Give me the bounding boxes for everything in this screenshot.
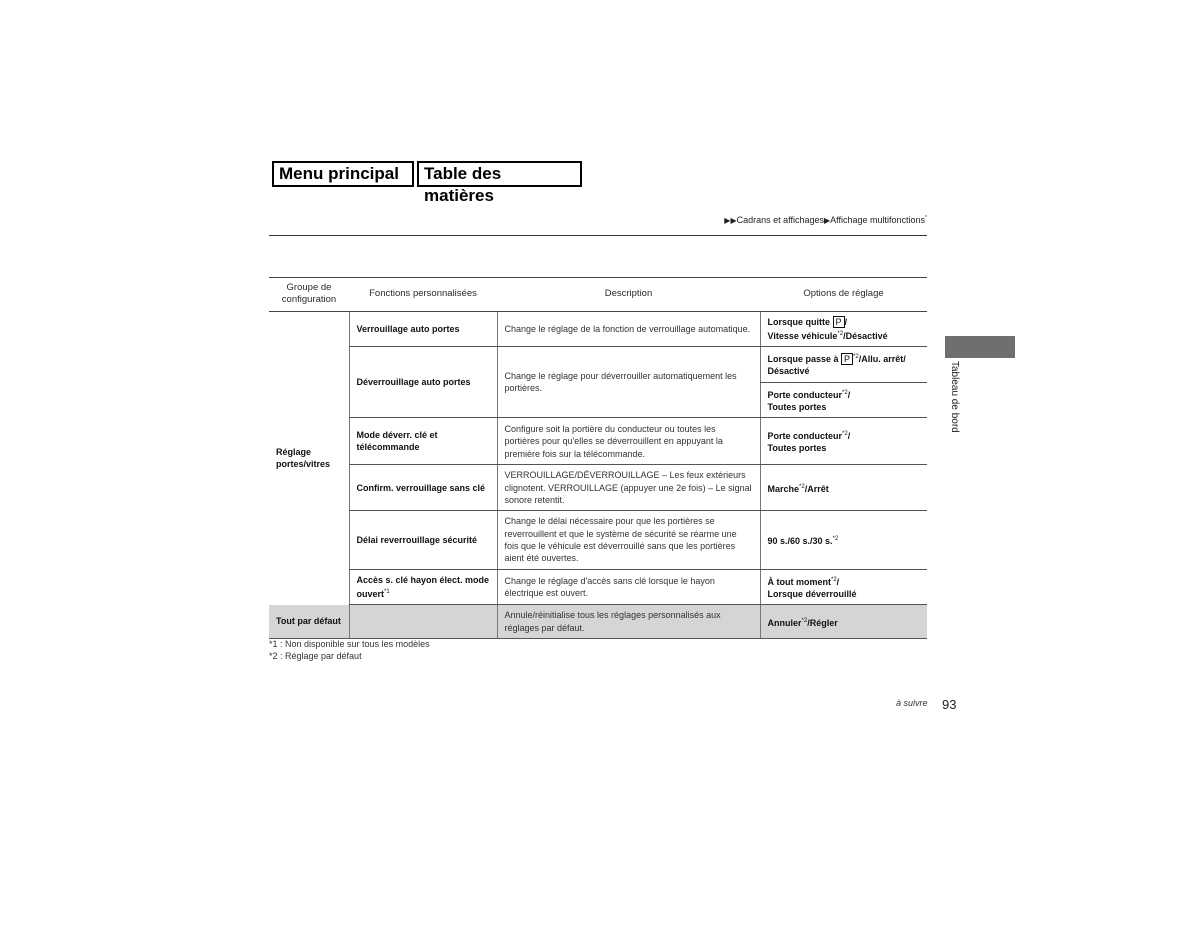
footnote-1: *1 : Non disponible sur tous les modèles [269,639,430,649]
table-row [269,418,927,465]
table-of-contents-button[interactable]: Table des matières [417,161,582,187]
group-name: Réglage portes/vitres [276,446,331,470]
table-header-row [269,278,927,312]
options-cell: Lorsque passe à P $^{*2}$/Allu. arrêt/ Désactivé [760,347,927,383]
options-cell: Annuler$^{*2}$/Régler [760,605,927,639]
breadcrumb-part-2[interactable]: Affichage multifonctions [830,215,926,225]
function-cell: Déverrouillage auto portes [349,347,497,418]
description-cell: Change le réglage d'accès sans clé lorsque le hayon électrique est ouvert. [497,569,760,605]
arrow-icon: ▶ [824,216,831,225]
table-row [269,465,927,511]
breadcrumb [724,215,927,225]
options-cell: 90 s./60 s./30 s.$^{*2}$ [760,511,927,569]
description-cell: Annule/réinitialise tous les réglages personnalisés aux réglages par défaut. [497,605,760,639]
breadcrumb-part-1[interactable]: Cadrans et affichages [736,215,824,225]
breadcrumb-asterisk: * [925,215,927,221]
section-side-label: Tableau de bord [949,361,960,433]
footnote-2: *2 : Réglage par défaut [269,651,362,661]
header-description: Description [497,278,760,312]
page-number: 93 [942,697,957,712]
group-cell [269,311,349,605]
description-cell: Change le réglage pour déverrouiller automatiquement les portières. [497,347,760,418]
function-cell: Délai reverrouillage sécurité [349,511,497,569]
options-cell: Marche$^{*2}$/Arrêt [760,465,927,511]
options-cell: Porte conducteur$^{*2}$/ Toutes portes [760,382,927,418]
function-cell: Confirm. verrouillage sans clé [349,465,497,511]
header-divider [269,235,927,236]
table-row-default [269,605,927,639]
continued-label: à suivre [896,698,928,708]
double-arrow-icon: ▶▶ [724,216,737,225]
table-row [269,569,927,605]
main-menu-button[interactable]: Menu principal [272,161,414,187]
description-cell: Configure soit la portière du conducteur ou toutes les portières pour qu'elles se déverrouillent en appuyant la première fois sur la télécommande. [497,418,760,465]
table-row [269,311,927,347]
default-group-cell: Tout par défaut [269,605,349,639]
description-cell: VERROUILLAGE/DÉVERROUILLAGE – Les feux extérieurs clignotent. VERROUILLAGE (appuyer une 2e fois) – Le signal sonore retentit. [497,465,760,511]
function-cell: Verrouillage auto portes [349,311,497,347]
header-function: Fonctions personnalisées [349,278,497,312]
function-cell-empty [349,605,497,639]
function-cell: Mode déverr. clé et télécommande [349,418,497,465]
park-p-icon: P [833,316,845,328]
table-row [269,511,927,569]
custom-settings-table [269,277,927,639]
options-cell: À tout moment$^{*2}$/ Lorsque déverrouillé [760,569,927,605]
function-cell: Accès s. clé hayon élect. mode ouvert$^{*1}$ [349,569,497,605]
header-group: Groupe de configuration [269,278,349,312]
description-cell: Change le réglage de la fonction de verrouillage automatique. [497,311,760,347]
park-p-icon: P [841,353,853,365]
section-tab-marker [945,336,1015,358]
options-cell: Porte conducteur$^{*2}$/ Toutes portes [760,418,927,465]
table-row [269,347,927,383]
header-options: Options de réglage [760,278,927,312]
description-cell: Change le délai nécessaire pour que les portières se reverrouillent et que le système de sécurité se réarme une fois que le véhicule est déverrouillé sans que les portières aient été ouvertes. [497,511,760,569]
options-cell: Lorsque quitte P / Vitesse véhicule$^{*2}$/Désactivé [760,311,927,347]
